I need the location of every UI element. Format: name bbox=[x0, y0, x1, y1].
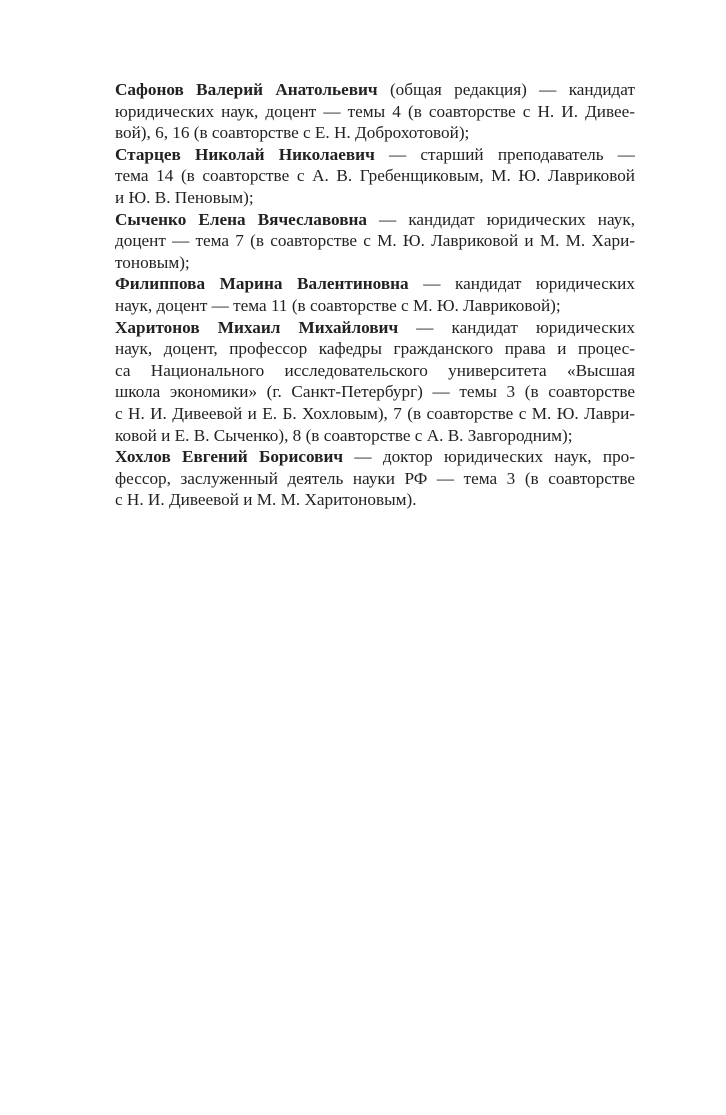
author-entry-khokhlov bbox=[89, 446, 635, 511]
entry-line: наук, доцент, профессор кафедры гражданского права и процес- bbox=[115, 339, 635, 359]
entry-line: тоновым); bbox=[115, 252, 190, 272]
entry-text: — кандидат юридических наук, bbox=[366, 209, 636, 229]
entry-line: с Н. И. Дивеевой и Е. Б. Хохловым), 7 (в соавторстве с М. Ю. Лаври- bbox=[115, 403, 635, 423]
author-name: Сыченко Елена Вячеславовна bbox=[115, 209, 367, 229]
authors-list bbox=[89, 79, 635, 511]
entry-text: (общая редакция) — кандидат bbox=[377, 80, 635, 99]
author-entry-safonov bbox=[89, 79, 635, 144]
entry-line: наук, доцент — тема 11 (в соавторстве с М. Ю. Лавриковой); bbox=[115, 295, 561, 315]
entry-text: — кандидат юридических bbox=[398, 317, 635, 337]
author-name: Харитонов Михаил Михайлович bbox=[115, 317, 399, 337]
author-entry-startsev bbox=[89, 144, 635, 209]
entry-line: школа экономики» (г. Санкт-Петербург) — темы 3 (в соавторстве bbox=[115, 382, 635, 402]
author-name: Филиппова Марина Валентиновна bbox=[115, 274, 409, 294]
entry-line bbox=[89, 317, 635, 339]
entry-line bbox=[89, 144, 635, 166]
author-name: Хохлов Евгений Борисович bbox=[115, 447, 344, 467]
author-entry-kharitonov bbox=[89, 317, 635, 447]
entry-line: тема 14 (в соавторстве с А. В. Гребенщиковым, М. Ю. Лавриковой bbox=[115, 166, 635, 186]
entry-line: ковой и Е. В. Сыченко), 8 (в соавторстве с А. В. Завгородним); bbox=[115, 425, 573, 445]
entry-line bbox=[89, 79, 635, 101]
author-entry-filippova bbox=[89, 273, 635, 316]
entry-line: и Ю. В. Пеновым); bbox=[115, 187, 254, 207]
entry-text: — старший преподаватель — bbox=[374, 144, 635, 164]
entry-text: — доктор юридических наук, про- bbox=[343, 447, 635, 467]
entry-line: юридических наук, доцент — темы 4 (в соавторстве с Н. И. Дивее- bbox=[115, 101, 635, 121]
entry-text: — кандидат юридических bbox=[408, 274, 635, 294]
entry-line bbox=[89, 209, 635, 231]
entry-line bbox=[89, 446, 635, 468]
author-entry-sychenko bbox=[89, 209, 635, 274]
entry-line: са Национального исследовательского университета «Высшая bbox=[115, 360, 635, 380]
author-name: Сафонов Валерий Анатольевич bbox=[115, 80, 378, 99]
entry-line: вой), 6, 16 (в соавторстве с Е. Н. Доброхотовой); bbox=[115, 123, 470, 143]
entry-line: с Н. И. Дивеевой и М. М. Харитоновым). bbox=[115, 490, 417, 510]
entry-line: фессор, заслуженный деятель науки РФ — тема 3 (в соавторстве bbox=[115, 468, 635, 488]
entry-line bbox=[89, 273, 635, 295]
entry-line: доцент — тема 7 (в соавторстве с М. Ю. Лавриковой и М. М. Хари- bbox=[115, 231, 635, 251]
author-name: Старцев Николай Николаевич bbox=[115, 144, 375, 164]
